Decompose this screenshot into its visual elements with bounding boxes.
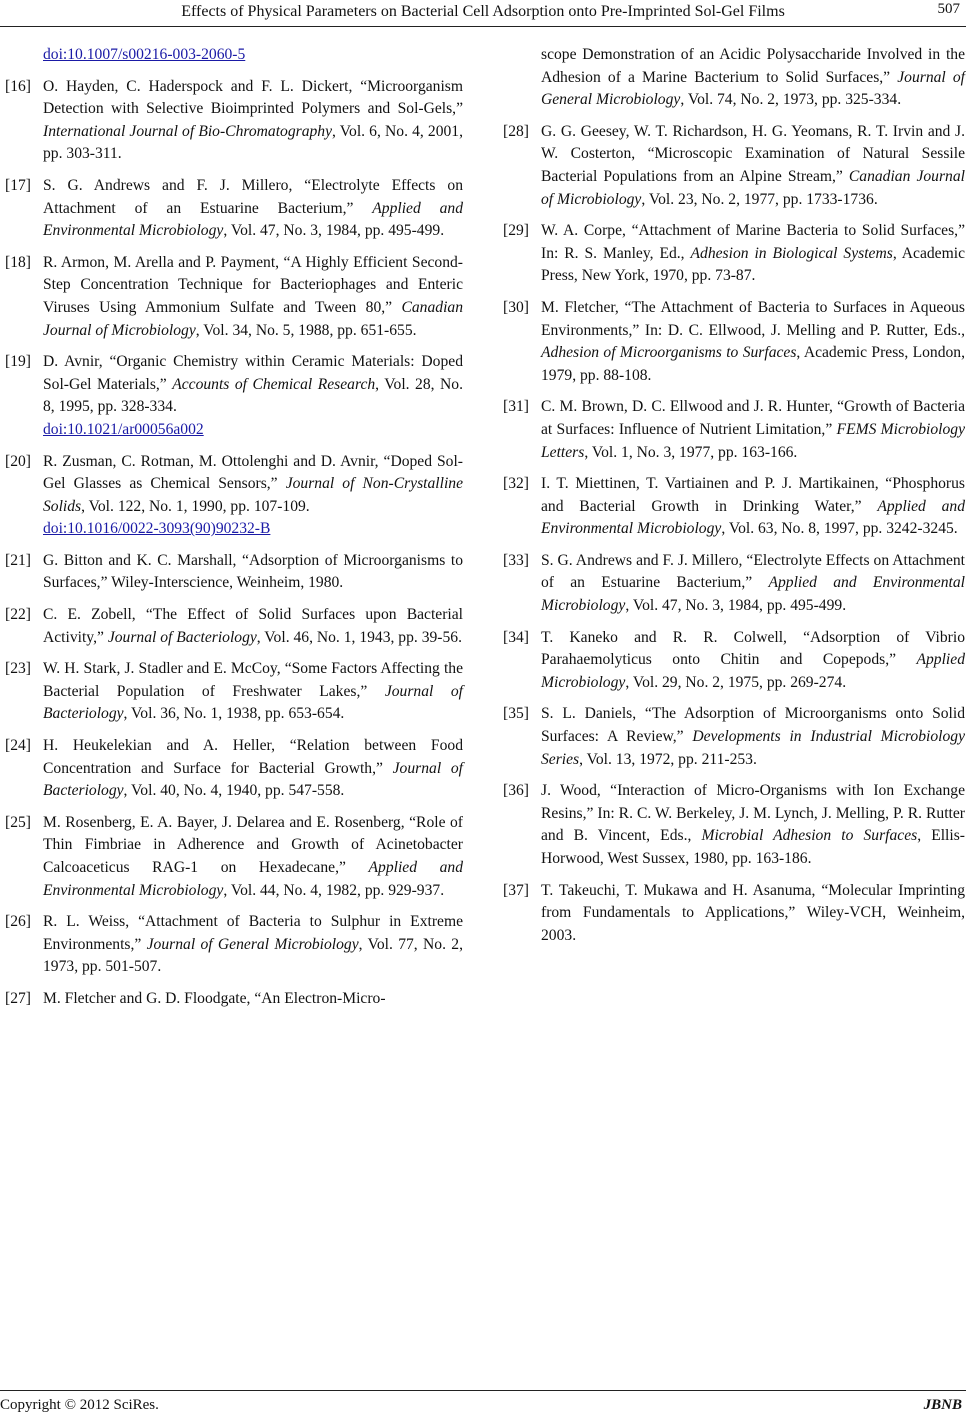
reference-details: , Vol. 36, No. 1, 1938, pp. 653-654. — [123, 705, 345, 723]
reference-details: , Vol. 44, No. 4, 1982, pp. 929-937. — [223, 881, 445, 899]
left-column — [5, 44, 463, 1020]
reference-number: [27] — [5, 989, 31, 1007]
reference-authors-title: G. G. Geesey, W. T. Richardson, H. G. Yeomans, R. T. Irvin and J. W. Costerton, “Microscopic Examination of Natural Sessile Bacterial Populations from an Alpine Stream,” — [541, 122, 965, 185]
reference-number: [18] — [5, 253, 31, 271]
reference-authors-title: J. Wood, “Interaction of Micro-Organisms with Ion Exchange Resins,” In: R. C. W. Berkeley, J. M. Lynch, J. Melling, P. R. Rutter and B. Vincent, Eds., — [541, 782, 965, 845]
reference-number: [16] — [5, 77, 31, 95]
reference-number: [28] — [503, 122, 529, 140]
journal-name: Journal of Bacteriology — [43, 759, 463, 800]
reference-entry — [5, 76, 463, 166]
reference-number: [30] — [503, 298, 529, 316]
journal-abbreviation: JBNB — [923, 1397, 962, 1413]
journal-name: Journal of Bacteriology — [43, 682, 463, 723]
reference-details: , Vol. 28, No. 8, 1995, pp. 328-334. — [43, 375, 463, 416]
reference-authors-title: R. L. Weiss, “Attachment of Bacteria to Sulphur in Extreme Environments,” — [43, 913, 463, 953]
reference-authors-title: R. Zusman, C. Rotman, M. Ottolenghi and D. Avnir, “Doped Sol-Gel Glasses as Chemical Sensors,” — [43, 452, 463, 493]
reference-entry — [5, 735, 463, 803]
running-title: Effects of Physical Parameters on Bacterial Cell Adsorption onto Pre-Imprinted Sol-Gel Films — [181, 3, 785, 20]
reference-entry — [5, 451, 463, 541]
journal-name: FEMS Microbiology Letters — [541, 420, 965, 461]
reference-continuation — [503, 44, 965, 112]
journal-name: Applied and Environmental Microbiology — [541, 574, 965, 615]
left-reference-list — [5, 76, 463, 1011]
right-column — [503, 44, 965, 956]
reference-details: , Academic Press, London, 1979, pp. 88-108. — [541, 344, 966, 384]
reference-details: , Vol. 47, No. 3, 1984, pp. 495-499. — [223, 222, 445, 240]
continuation-doi-line — [5, 44, 463, 67]
page-footer — [0, 1390, 966, 1417]
reference-details: , Vol. 122, No. 1, 1990, pp. 107-109. — [81, 497, 310, 515]
reference-details: , Vol. 6, No. 4, 2001, pp. 303-311. — [43, 122, 464, 163]
journal-name: Applied Microbiology — [541, 651, 965, 691]
journal-name: Adhesion in Biological Systems — [690, 244, 893, 262]
journal-name: Microbial Adhesion to Surfaces — [701, 827, 918, 845]
reference-number: [37] — [503, 881, 529, 899]
doi-link[interactable]: doi:10.1021/ar00056a002 — [43, 420, 204, 438]
reference-text — [541, 880, 965, 948]
reference-continuation-text: scope Demonstration of an Acidic Polysaccharide Involved in the Adhesion of a Marine Bacterium to Solid Surfaces,” — [541, 46, 965, 86]
reference-entry — [5, 252, 463, 342]
reference-text — [541, 396, 965, 464]
reference-number: [31] — [503, 398, 529, 416]
reference-text — [541, 473, 965, 541]
reference-authors-title: R. Armon, M. Arella and P. Payment, “A Highly Efficient Second-Step Concentration Technique for Bacteriophages and Enteric Viruses Using Ammonium Sulfate and Tween 80,” — [43, 253, 463, 316]
reference-authors-title: G. Bitton and K. C. Marshall, “Adsorption of Microorganisms to Surfaces,” Wiley-Interscience, Weinheim, 1980. — [43, 551, 463, 592]
reference-details: , Vol. 23, No. 2, 1977, pp. 1733-1736. — [641, 190, 878, 208]
reference-number: [32] — [503, 475, 529, 493]
journal-name: Journal of General Microbiology — [146, 935, 359, 953]
reference-text — [43, 550, 463, 595]
reference-number: [20] — [5, 452, 31, 470]
doi-link[interactable]: doi:10.1007/s00216-003-2060-5 — [43, 46, 246, 63]
reference-entry — [503, 780, 965, 870]
reference-text — [43, 451, 463, 541]
reference-authors-title: D. Avnir, “Organic Chemistry within Ceramic Materials: Doped Sol-Gel Materials,” — [43, 353, 463, 393]
reference-text — [541, 627, 965, 695]
reference-authors-title: M. Rosenberg, E. A. Bayer, J. Delarea and E. Rosenberg, “Role of Thin Fimbriae in Adherence and Growth of Acinetobacter Calcoaceticus RAG-1 on Hexadecane,” — [43, 813, 463, 876]
reference-text — [43, 988, 463, 1011]
reference-authors-title: M. Fletcher and G. D. Floodgate, “An Electron-Micro- — [43, 989, 386, 1007]
reference-text — [541, 703, 965, 771]
reference-details: , Vol. 29, No. 2, 1975, pp. 269-274. — [625, 673, 847, 691]
reference-entry — [503, 880, 965, 948]
reference-details: , Academic Press, New York, 1970, pp. 73-87. — [541, 244, 965, 285]
reference-text — [43, 175, 463, 243]
reference-entry — [5, 351, 463, 441]
journal-name: Applied and Environmental Microbiology — [541, 497, 966, 538]
reference-continuation-details: , Vol. 74, No. 2, 1973, pp. 325-334. — [680, 91, 902, 109]
reference-text — [541, 780, 965, 870]
reference-entry — [503, 220, 965, 288]
reference-authors-title: H. Heukelekian and A. Heller, “Relation between Food Concentration and Surface for Bacterial Growth,” — [43, 737, 463, 777]
journal-name: International Journal of Bio-Chromatography — [43, 122, 333, 140]
reference-entry — [5, 604, 463, 649]
reference-authors-title: M. Fletcher, “The Attachment of Bacteria to Surfaces in Aqueous Environments,” In: D. C. Ellwood, J. Melling and P. Rutter, Eds., — [541, 298, 965, 339]
reference-text — [541, 297, 965, 387]
reference-details: , Vol. 47, No. 3, 1984, pp. 495-499. — [625, 597, 847, 615]
reference-authors-title: T. Takeuchi, T. Mukawa and H. Asanuma, “Molecular Imprinting from Fundamentals to Applications,” Wiley-VCH, Weinheim, 2003. — [541, 881, 965, 944]
reference-entry — [5, 658, 463, 726]
reference-authors-title: S. L. Daniels, “The Adsorption of Microorganisms onto Solid Surfaces: A Review,” — [541, 705, 965, 746]
reference-entry — [503, 297, 965, 387]
reference-text — [43, 76, 463, 166]
page-number: 507 — [937, 1, 960, 17]
reference-entry — [503, 703, 965, 771]
journal-name: Journal of General Microbiology — [541, 68, 965, 109]
copyright-notice: Copyright © 2012 SciRes. — [0, 1397, 159, 1413]
reference-entry — [5, 812, 463, 902]
reference-details: , Ellis-Horwood, West Sussex, 1980, pp. 163-186. — [541, 827, 965, 867]
reference-details: , Vol. 77, No. 2, 1973, pp. 501-507. — [43, 935, 463, 976]
reference-authors-title: T. Kaneko and R. R. Colwell, “Adsorption of Vibrio Parahaemolyticus onto Chitin and Copepods,” — [541, 628, 965, 669]
reference-text — [43, 351, 463, 441]
reference-number: [24] — [5, 737, 31, 755]
reference-text — [43, 252, 463, 342]
journal-name: Accounts of Chemical Research — [172, 375, 376, 393]
reference-authors-title: W. H. Stark, J. Stadler and E. McCoy, “Some Factors Affecting the Bacterial Population of Freshwater Lakes,” — [43, 660, 463, 700]
reference-details: , Vol. 13, 1972, pp. 211-253. — [579, 750, 757, 768]
reference-authors-title: S. G. Andrews and F. J. Millero, “Electrolyte Effects on Attachment of an Estuarine Bacterium,” — [541, 551, 965, 592]
reference-entry — [503, 550, 965, 618]
reference-authors-title: O. Hayden, C. Haderspock and F. L. Dickert, “Microorganism Detection with Selective Bioimprinted Polymers and Sol-Gels,” — [43, 77, 463, 118]
reference-number: [36] — [503, 782, 529, 800]
journal-name: Developments in Industrial Microbiology Series — [541, 728, 965, 768]
reference-number: [34] — [503, 628, 529, 646]
journal-name: Adhesion of Microorganisms to Surfaces — [541, 344, 797, 362]
reference-text — [43, 658, 463, 726]
reference-text — [541, 220, 965, 288]
running-header — [0, 0, 966, 27]
reference-text — [541, 550, 965, 618]
reference-entry — [503, 473, 965, 541]
reference-text — [43, 735, 463, 803]
reference-details: , Vol. 1, No. 3, 1977, pp. 163-166. — [584, 443, 798, 461]
reference-entry — [5, 988, 463, 1011]
reference-authors-title: C. E. Zobell, “The Effect of Solid Surfaces upon Bacterial Activity,” — [43, 606, 463, 646]
journal-name: Journal of Non-Crystalline Solids — [43, 475, 463, 515]
reference-entry — [5, 550, 463, 595]
reference-details: , Vol. 34, No. 5, 1988, pp. 651-655. — [195, 321, 417, 339]
reference-details: , Vol. 46, No. 1, 1943, pp. 39-56. — [256, 628, 462, 646]
reference-number: [21] — [5, 551, 31, 569]
reference-entry — [503, 396, 965, 464]
reference-number: [23] — [5, 660, 31, 678]
journal-name: Canadian Journal of Microbiology — [43, 298, 463, 339]
doi-link[interactable]: doi:10.1016/0022-3093(90)90232-B — [43, 520, 271, 538]
reference-number: [26] — [5, 913, 31, 931]
reference-authors-title: I. T. Miettinen, T. Vartiainen and P. J. Martikainen, “Phosphorus and Bacterial Growth in Drinking Water,” — [541, 475, 965, 515]
reference-number: [29] — [503, 222, 529, 240]
journal-name: Journal of Bacteriology — [107, 628, 257, 646]
reference-authors-title: S. G. Andrews and F. J. Millero, “Electrolyte Effects on Attachment of an Estuarine Bacterium,” — [43, 176, 463, 217]
reference-entry — [5, 911, 463, 979]
right-reference-list — [503, 121, 965, 948]
reference-authors-title: C. M. Brown, D. C. Ellwood and J. R. Hunter, “Growth of Bacteria at Surfaces: Influence of Nutrient Limitation,” — [541, 398, 965, 438]
reference-number: [17] — [5, 176, 31, 194]
reference-text — [43, 812, 463, 902]
reference-text — [43, 911, 463, 979]
journal-name: Applied and Environmental Microbiology — [43, 199, 463, 240]
reference-entry — [503, 121, 965, 211]
reference-text — [43, 604, 463, 649]
reference-entry — [5, 175, 463, 243]
journal-name: Canadian Journal of Microbiology — [541, 167, 965, 208]
reference-entry — [503, 627, 965, 695]
journal-name: Applied and Environmental Microbiology — [43, 859, 463, 899]
reference-number: [35] — [503, 705, 529, 723]
reference-number: [33] — [503, 551, 529, 569]
reference-number: [22] — [5, 606, 31, 624]
reference-details: , Vol. 63, No. 8, 1997, pp. 3242-3245. — [721, 520, 958, 538]
reference-text — [541, 121, 965, 211]
reference-details: , Vol. 40, No. 4, 1940, pp. 547-558. — [123, 782, 345, 800]
reference-authors-title: W. A. Corpe, “Attachment of Marine Bacteria to Solid Surfaces,” In: R. S. Manley, Ed., — [541, 222, 965, 262]
reference-number: [25] — [5, 813, 31, 831]
reference-number: [19] — [5, 353, 31, 371]
